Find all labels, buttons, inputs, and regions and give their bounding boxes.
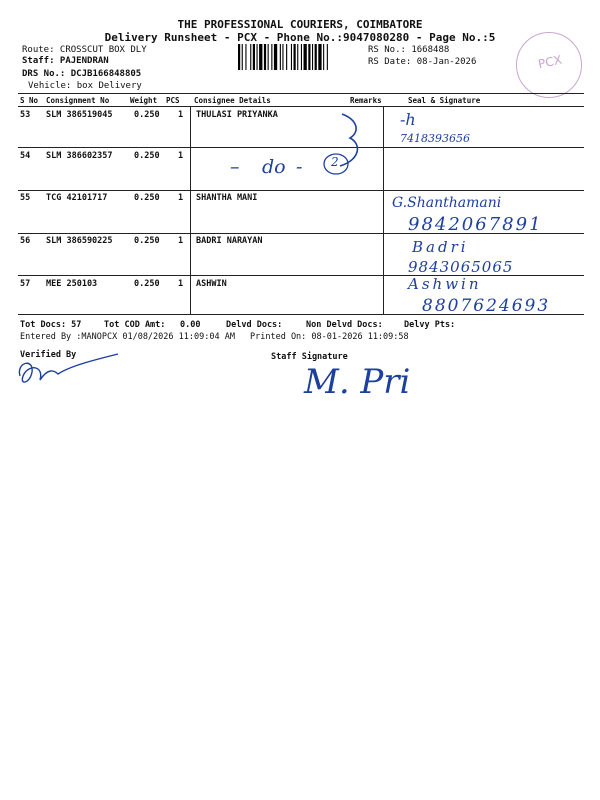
barcode-bar <box>264 44 266 70</box>
row-divider <box>18 147 584 148</box>
col-sno: S No <box>20 96 39 105</box>
row54-dash-left: – <box>230 156 240 178</box>
rs-date: RS Date: 08-Jan-2026 <box>368 57 477 67</box>
row-weight: 0.250 <box>134 193 160 203</box>
row-consignee: THULASI PRIYANKA <box>196 110 278 120</box>
row-sno: 55 <box>20 193 31 203</box>
barcode-bar <box>238 44 240 70</box>
row-consignee: SHANTHA MANI <box>196 193 258 203</box>
staff-signature-label: Staff Signature <box>271 352 348 362</box>
row57-phone-handwritten: 8807624693 <box>422 296 551 316</box>
rs-number: RS No.: 1668488 <box>368 45 450 55</box>
table-top-rule <box>18 93 584 94</box>
total-docs: Tot Docs: 57 <box>20 320 82 330</box>
table-header-rule <box>18 106 584 107</box>
col-consignment: Consignment No <box>46 96 110 105</box>
barcode-bar <box>257 44 258 70</box>
row-pcs: 1 <box>178 236 184 246</box>
row-weight: 0.250 <box>134 236 160 246</box>
row-sno: 56 <box>20 236 31 246</box>
barcode-bar <box>253 44 255 70</box>
barcode-bar <box>282 44 283 70</box>
row54-dash-right: - <box>296 156 303 178</box>
verified-by-label: Verified By <box>20 350 77 360</box>
row54-circle-number: 2 <box>331 155 339 169</box>
row-weight: 0.250 <box>134 110 160 120</box>
vehicle-label: Vehicle: box Delivery <box>28 81 142 91</box>
row-weight: 0.250 <box>134 151 160 161</box>
row-consignment: SLM 386602357 <box>46 151 113 161</box>
col-remarks: Remarks <box>350 96 382 105</box>
col-divider-seal <box>383 106 384 314</box>
barcode-bar <box>294 44 296 70</box>
row-sno: 57 <box>20 279 31 289</box>
barcode-bar <box>318 44 321 70</box>
row-consignee: BADRI NARAYAN <box>196 236 263 246</box>
runsheet-title: Delivery Runsheet - PCX - Phone No.:9047080280 - Page No.:5 <box>104 31 496 44</box>
row-sno: 53 <box>20 110 31 120</box>
barcode-bar <box>280 44 281 70</box>
barcode-bar <box>315 44 317 70</box>
pcx-stamp <box>516 32 582 98</box>
row-consignee: ASHWIN <box>196 279 227 289</box>
row55-phone-handwritten: 9842067891 <box>408 214 543 235</box>
row-pcs: 1 <box>178 193 184 203</box>
barcode-bar <box>323 44 324 70</box>
total-cod-value: 0.00 <box>180 320 201 330</box>
row-pcs: 1 <box>178 151 184 161</box>
total-cod-label: Tot COD Amt: <box>104 320 166 330</box>
barcode-bar <box>268 44 269 70</box>
barcode-bar <box>250 44 251 70</box>
barcode <box>238 44 364 70</box>
delivery-points: Delvy Pts: <box>404 320 456 330</box>
row53-phone-handwritten: 7418393656 <box>400 132 470 145</box>
stamp-label: PCX <box>536 52 564 72</box>
barcode-bar <box>304 44 307 70</box>
row56-phone-handwritten: 9843065065 <box>408 258 514 276</box>
barcode-bar <box>301 44 302 70</box>
row-consignment: TCG 42101717 <box>46 193 108 203</box>
delivered-docs: Delvd Docs: <box>226 320 283 330</box>
barcode-bar <box>308 44 310 70</box>
row57-name-handwritten: Ashwin <box>408 275 482 293</box>
company-name: THE PROFESSIONAL COURIERS, COIMBATORE <box>177 18 423 31</box>
barcode-bar <box>327 44 328 70</box>
col-weight: Weight <box>130 96 158 105</box>
barcode-bar <box>271 44 272 70</box>
col-seal: Seal & Signature <box>408 96 481 105</box>
staff-label: Staff: PAJENDRAN <box>22 56 109 66</box>
row53-initial-mark: -h <box>400 110 416 129</box>
route-label: Route: CROSSCUT BOX DLY <box>22 45 147 55</box>
barcode-bar <box>286 44 287 70</box>
col-consignee: Consignee Details <box>194 96 271 105</box>
printed-on: Printed On: 08-01-2026 11:09:58 <box>250 332 409 342</box>
staff-signature-handwritten: M. Pri <box>304 362 411 402</box>
row-consignment: MEE 250103 <box>46 279 98 289</box>
barcode-bar <box>242 44 243 70</box>
col-pcs: PCS <box>166 96 180 105</box>
row-consignment: SLM 386590225 <box>46 236 113 246</box>
barcode-bar <box>312 44 313 70</box>
barcode-bar <box>291 44 292 70</box>
barcode-bar <box>245 44 246 70</box>
entered-by: Entered By :MANOPCX 01/08/2026 11:09:04 AM <box>20 332 235 342</box>
row-pcs: 1 <box>178 110 184 120</box>
drs-number: DRS No.: DCJB166848805 <box>22 69 142 79</box>
barcode-bar <box>274 44 277 70</box>
barcode-bar <box>259 44 262 70</box>
row54-ditto-handwritten: do <box>262 156 286 178</box>
row55-name-handwritten: G.Shanthamani <box>392 195 502 211</box>
barcode-bar <box>297 44 298 70</box>
row-sno: 54 <box>20 151 31 161</box>
row-consignment: SLM 386519045 <box>46 110 113 120</box>
verifier-signature <box>14 352 124 392</box>
row-weight: 0.250 <box>134 279 160 289</box>
row56-name-handwritten: Badri <box>412 238 469 256</box>
non-delivered-docs: Non Delvd Docs: <box>306 320 383 330</box>
row-divider <box>18 190 584 191</box>
col-divider-consignee <box>190 106 191 314</box>
row-pcs: 1 <box>178 279 184 289</box>
